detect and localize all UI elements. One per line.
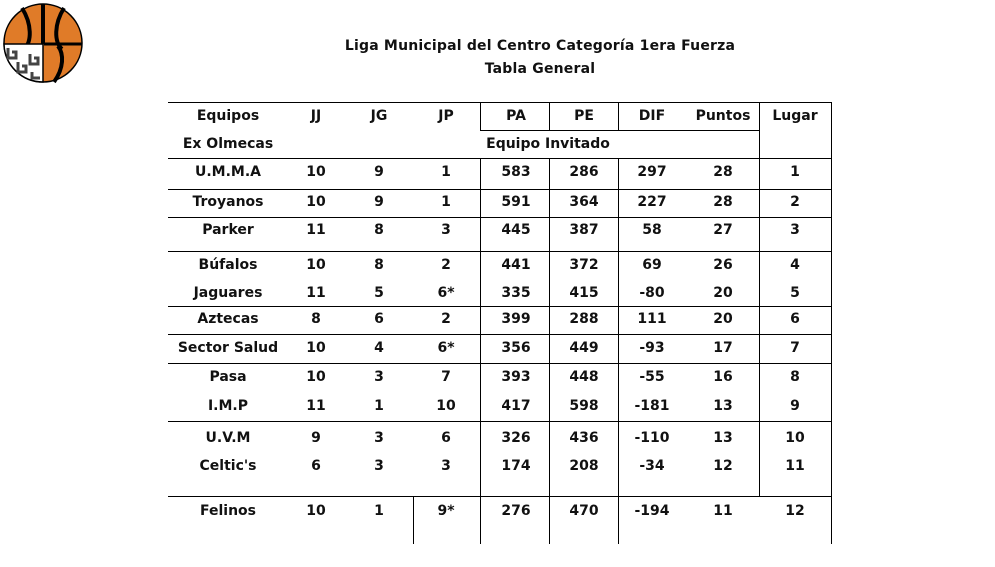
cell-jp: 9* — [437, 503, 455, 519]
cell-pa: 583 — [501, 164, 531, 180]
cell-pa: 441 — [501, 257, 531, 273]
cell-jp: 6 — [441, 430, 451, 446]
cell-jp: 7 — [441, 369, 451, 385]
cell-puntos: 17 — [713, 340, 733, 356]
cell-puntos: 11 — [713, 503, 733, 519]
column-header-jg: JG — [370, 108, 388, 124]
cell-team: Parker — [202, 222, 254, 238]
cell-puntos: 26 — [713, 257, 733, 273]
cell-team: Felinos — [199, 503, 257, 519]
cell-jj: 10 — [306, 194, 326, 210]
cell-jj: 11 — [306, 285, 326, 301]
cell-lugar: 10 — [785, 430, 805, 446]
cell-team: U.M.M.A — [194, 164, 262, 180]
cell-puntos: 20 — [713, 311, 733, 327]
cell-lugar: 6 — [790, 311, 800, 327]
table-rule-vertical — [759, 102, 760, 496]
table-rule-vertical — [480, 102, 481, 130]
cell-puntos: 13 — [713, 398, 733, 414]
cell-pe: 598 — [569, 398, 599, 414]
cell-pa: 417 — [501, 398, 531, 414]
cell-pe: 288 — [569, 311, 599, 327]
cell-dif: 69 — [642, 257, 662, 273]
column-header-dif: DIF — [638, 108, 666, 124]
page-subtitle: Tabla General — [484, 61, 596, 77]
column-header-lugar: Lugar — [772, 108, 818, 124]
table-rule-vertical — [618, 158, 619, 496]
cell-lugar: 12 — [785, 503, 805, 519]
cell-jg: 9 — [374, 194, 384, 210]
guest-team-name: Ex Olmecas — [182, 136, 274, 152]
cell-jp: 6* — [437, 285, 455, 301]
cell-lugar: 9 — [790, 398, 800, 414]
cell-team: Pasa — [209, 369, 247, 385]
table-rule-vertical — [480, 496, 481, 544]
cell-dif: -80 — [639, 285, 665, 301]
column-header-pa: PA — [506, 108, 526, 124]
cell-jg: 4 — [374, 340, 384, 356]
cell-jj: 11 — [306, 222, 326, 238]
cell-pe: 286 — [569, 164, 599, 180]
cell-lugar: 11 — [785, 458, 805, 474]
cell-dif: -93 — [639, 340, 665, 356]
cell-dif: 297 — [637, 164, 667, 180]
column-header-jp: JP — [438, 108, 454, 124]
table-rule-horizontal — [168, 251, 832, 252]
cell-jj: 11 — [306, 398, 326, 414]
cell-jp: 3 — [441, 458, 451, 474]
cell-puntos: 28 — [713, 164, 733, 180]
cell-pa: 335 — [501, 285, 531, 301]
cell-jg: 8 — [374, 257, 384, 273]
column-header-jj: JJ — [310, 108, 322, 124]
cell-puntos: 27 — [713, 222, 733, 238]
table-rule-horizontal — [168, 421, 832, 422]
cell-pa: 276 — [501, 503, 531, 519]
cell-pe: 364 — [569, 194, 599, 210]
cell-dif: 227 — [637, 194, 667, 210]
table-rule-horizontal — [168, 158, 832, 159]
cell-team: Aztecas — [197, 311, 259, 327]
cell-pe: 372 — [569, 257, 599, 273]
table-rule-vertical — [480, 158, 481, 496]
table-rule-horizontal — [168, 189, 832, 190]
cell-team: Búfalos — [198, 257, 258, 273]
cell-dif: -34 — [639, 458, 665, 474]
cell-jp: 10 — [436, 398, 456, 414]
cell-jj: 10 — [306, 503, 326, 519]
cell-dif: -181 — [634, 398, 670, 414]
cell-jg: 6 — [374, 311, 384, 327]
cell-puntos: 16 — [713, 369, 733, 385]
cell-jj: 10 — [306, 164, 326, 180]
cell-team: Jaguares — [193, 285, 263, 301]
cell-jp: 1 — [441, 194, 451, 210]
cell-team: U.V.M — [205, 430, 251, 446]
cell-team: Celtic's — [199, 458, 257, 474]
cell-lugar: 4 — [790, 257, 800, 273]
cell-pa: 326 — [501, 430, 531, 446]
cell-pe: 387 — [569, 222, 599, 238]
cell-lugar: 3 — [790, 222, 800, 238]
cell-pe: 449 — [569, 340, 599, 356]
table-rule-horizontal — [168, 363, 832, 364]
table-rule-vertical — [549, 102, 550, 130]
guest-team-note: Equipo Invitado — [486, 136, 610, 152]
cell-pe: 448 — [569, 369, 599, 385]
cell-lugar: 8 — [790, 369, 800, 385]
cell-lugar: 7 — [790, 340, 800, 356]
cell-pa: 356 — [501, 340, 531, 356]
cell-lugar: 1 — [790, 164, 800, 180]
cell-jg: 1 — [374, 398, 384, 414]
cell-jg: 5 — [374, 285, 384, 301]
cell-pe: 415 — [569, 285, 599, 301]
cell-jg: 3 — [374, 369, 384, 385]
cell-dif: -194 — [634, 503, 670, 519]
cell-jj: 10 — [306, 369, 326, 385]
table-rule-horizontal — [480, 130, 759, 131]
cell-lugar: 2 — [790, 194, 800, 210]
column-header-puntos: Puntos — [695, 108, 751, 124]
cell-pa: 445 — [501, 222, 531, 238]
cell-jg: 3 — [374, 430, 384, 446]
cell-pe: 208 — [569, 458, 599, 474]
table-rule-vertical — [549, 158, 550, 544]
cell-team: I.M.P — [207, 398, 249, 414]
cell-jp: 2 — [441, 257, 451, 273]
cell-puntos: 12 — [713, 458, 733, 474]
cell-dif: 111 — [637, 311, 667, 327]
table-rule-horizontal — [168, 496, 832, 497]
table-rule-horizontal — [168, 217, 832, 218]
column-header-team: Equipos — [196, 108, 260, 124]
cell-team: Troyanos — [192, 194, 264, 210]
cell-puntos: 13 — [713, 430, 733, 446]
cell-dif: -110 — [634, 430, 670, 446]
cell-pe: 436 — [569, 430, 599, 446]
cell-team: Sector Salud — [177, 340, 279, 356]
table-rule-horizontal — [168, 102, 832, 103]
table-rule-vertical — [618, 102, 619, 130]
cell-pa: 591 — [501, 194, 531, 210]
basketball-logo-icon — [2, 2, 84, 84]
cell-lugar: 5 — [790, 285, 800, 301]
cell-pa: 174 — [501, 458, 531, 474]
cell-puntos: 20 — [713, 285, 733, 301]
cell-pe: 470 — [569, 503, 599, 519]
cell-jg: 1 — [374, 503, 384, 519]
cell-jp: 6* — [437, 340, 455, 356]
cell-dif: 58 — [642, 222, 662, 238]
cell-puntos: 28 — [713, 194, 733, 210]
cell-jg: 3 — [374, 458, 384, 474]
cell-jg: 9 — [374, 164, 384, 180]
cell-jj: 8 — [311, 311, 321, 327]
cell-dif: -55 — [639, 369, 665, 385]
page-title: Liga Municipal del Centro Categoría 1era Fuerza — [344, 38, 736, 54]
cell-pa: 393 — [501, 369, 531, 385]
table-rule-horizontal — [168, 306, 832, 307]
cell-jj: 9 — [311, 430, 321, 446]
standings-table — [168, 102, 832, 544]
column-header-pe: PE — [574, 108, 594, 124]
cell-jp: 3 — [441, 222, 451, 238]
table-rule-vertical — [618, 496, 619, 544]
table-rule-vertical — [413, 496, 414, 544]
cell-jp: 2 — [441, 311, 451, 327]
cell-jp: 1 — [441, 164, 451, 180]
cell-jj: 10 — [306, 257, 326, 273]
table-rule-vertical — [831, 102, 832, 544]
table-rule-horizontal — [168, 334, 832, 335]
cell-jj: 6 — [311, 458, 321, 474]
cell-pa: 399 — [501, 311, 531, 327]
cell-jg: 8 — [374, 222, 384, 238]
cell-jj: 10 — [306, 340, 326, 356]
